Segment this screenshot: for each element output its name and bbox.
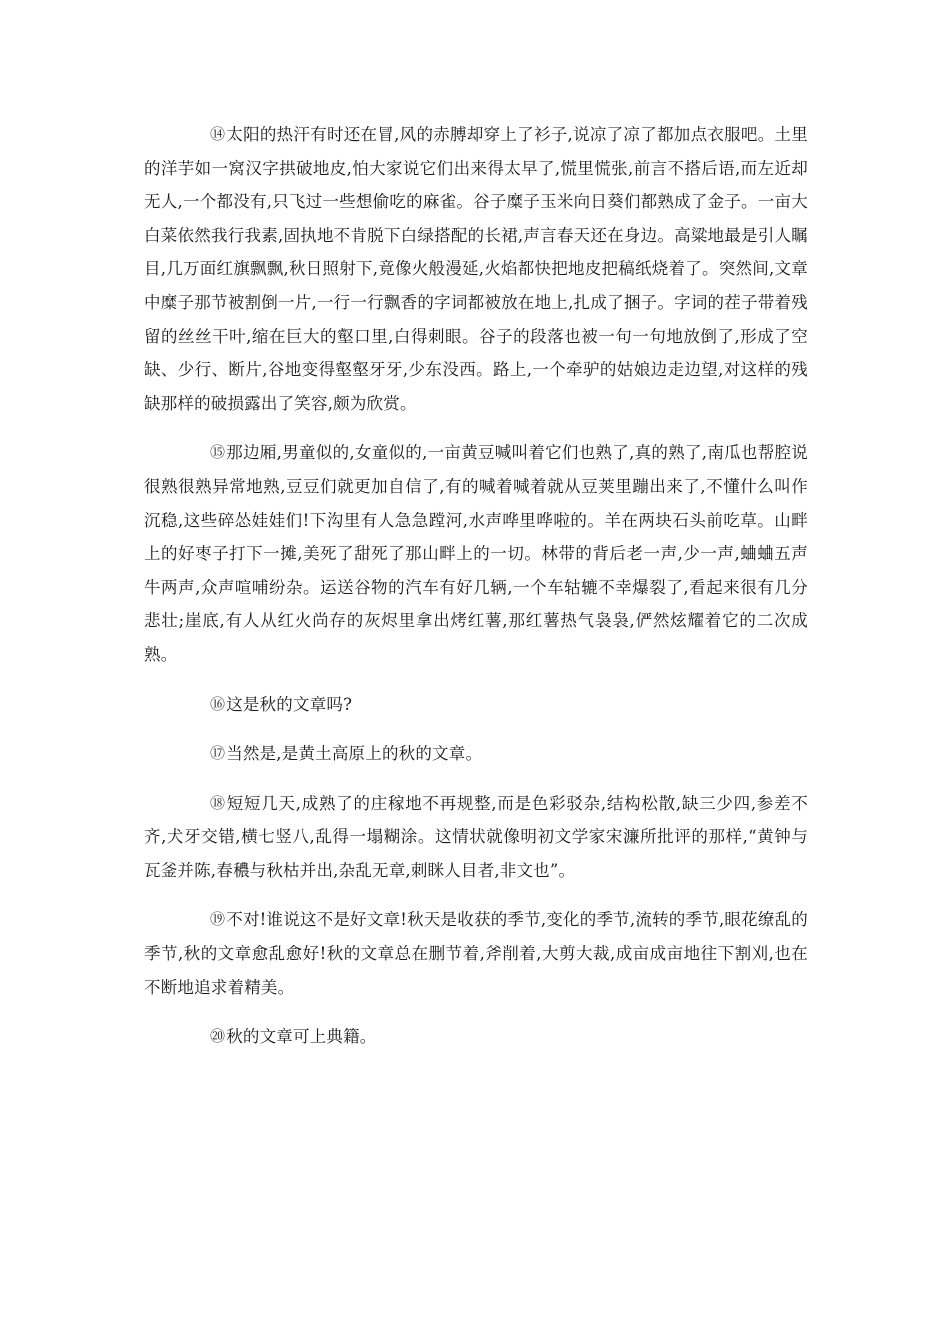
paragraph-19 xyxy=(144,903,808,1004)
paragraph-16 xyxy=(144,688,808,722)
paragraph-text: 秋的文章可上典籍。 xyxy=(226,1027,377,1047)
paragraph-text: 不对!谁说这不是好文章!秋天是收获的季节,变化的季节,流转的季节,眼花缭乱的季节,秋的文章愈乱愈好!秋的文章总在删节着,斧削着,大剪大裁,成亩成亩地往下割刈,也在不断地追求着精美。 xyxy=(144,910,808,997)
paragraph-15 xyxy=(144,436,808,671)
paragraph-number: ⑰ xyxy=(210,744,226,763)
paragraph-14 xyxy=(144,118,808,420)
paragraph-number: ⑮ xyxy=(210,443,226,462)
paragraph-number: ⑯ xyxy=(210,694,226,713)
paragraph-text: 这是秋的文章吗? xyxy=(226,694,353,714)
paragraph-number: ⑳ xyxy=(210,1027,226,1046)
paragraph-18 xyxy=(144,787,808,888)
paragraph-text: 那边厢,男童似的,女童似的,一亩黄豆喊叫着它们也熟了,真的熟了,南瓜也帮腔说很熟很熟异常地熟,豆豆们就更加自信了,有的喊着喊着就从豆荚里蹦出来了,不懂什么叫作沉稳,这些碎怂娃娃们!下沟里有人急急蹚河,水声哗里哗啦的。羊在两块石头前吃草。山畔上的好枣子打下一摊,美死了甜死了那山畔上的一切。林带的背后老一声,少一声,蛐蛐五声牛两声,众声喧哺纷杂。运送谷物的汽车有好几辆,一个车轱辘不幸爆裂了,看起来很有几分悲壮;崖底,有人从红火尚存的灰烬里拿出烤红薯,那红薯热气袅袅,俨然炫耀着它的二次成熟。 xyxy=(144,443,808,664)
paragraph-text: 当然是,是黄土高原上的秋的文章。 xyxy=(226,744,483,764)
paragraph-17 xyxy=(144,737,808,771)
paragraph-text: 太阳的热汗有时还在冒,风的赤膊却穿上了衫子,说凉了凉了都加点衣服吧。土里的洋芋如一窝汉字拱破地皮,怕大家说它们出来得太早了,慌里慌张,前言不搭后语,而左近却无人,一个都没有,只飞过一些想偷吃的麻雀。谷子糜子玉米向日葵们都熟成了金子。一亩大白菜依然我行我素,固执地不肯脱下白绿搭配的长裙,声言春天还在身边。高粱地最是引人瞩目,几万面红旗飘飘,秋日照射下,竟像火般漫延,火焰都快把地皮把稿纸烧着了。突然间,文章中糜子那节被割倒一片,一行一行飘香的字词都被放在地上,扎成了捆子。字词的茬子带着残留的丝丝干叶,缩在巨大的壑口里,白得刺眼。谷子的段落也被一句一句地放倒了,形成了空缺、少行、断片,谷地变得壑壑牙牙,少东没西。路上,一个牵驴的姑娘边走边望,对这样的残缺那样的破损露出了笑容,颇为欣赏。 xyxy=(144,125,808,413)
paragraph-20 xyxy=(144,1020,808,1054)
paragraph-number: ⑭ xyxy=(210,125,226,143)
paragraph-number: ⑲ xyxy=(210,910,226,929)
document-body xyxy=(144,118,808,1070)
paragraph-number: ⑱ xyxy=(210,793,226,812)
paragraph-text: 短短几天,成熟了的庄稼地不再规整,而是色彩驳杂,结构松散,缺三少四,参差不齐,犬牙交错,横七竖八,乱得一塌糊涂。这情状就像明初文学家宋濂所批评的那样,“黄钟与瓦釜并陈,春穠与秋枯并出,杂乱无章,刺眯人目者,非文也”。 xyxy=(144,793,808,880)
